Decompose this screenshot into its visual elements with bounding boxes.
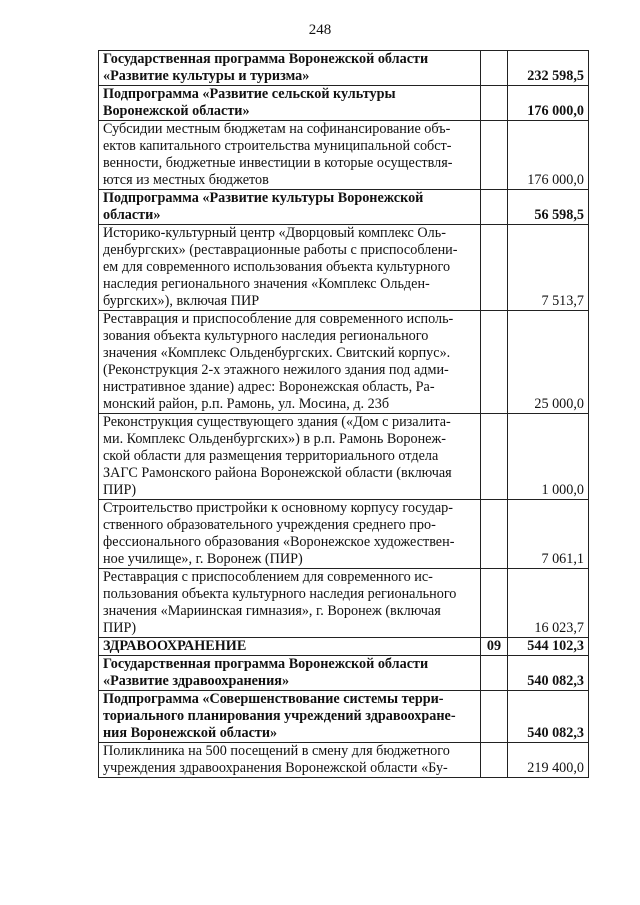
row-code	[481, 414, 508, 500]
table-row	[99, 500, 589, 569]
row-code	[481, 51, 508, 86]
row-code	[481, 121, 508, 190]
row-code: 09	[481, 638, 508, 656]
row-code	[481, 86, 508, 121]
row-amount: 7 061,1	[508, 500, 589, 569]
row-code	[481, 656, 508, 691]
row-name: Подпрограмма «Развитие культуры Воронежской области»	[99, 190, 481, 225]
row-name: Государственная программа Воронежской области «Развитие культуры и туризма»	[99, 51, 481, 86]
row-amount: 56 598,5	[508, 190, 589, 225]
row-name: Государственная программа Воронежской области «Развитие здравоохранения»	[99, 656, 481, 691]
row-code	[481, 691, 508, 743]
row-amount: 219 400,0	[508, 743, 589, 778]
table-row	[99, 311, 589, 414]
row-code	[481, 190, 508, 225]
row-amount: 176 000,0	[508, 121, 589, 190]
row-amount: 25 000,0	[508, 311, 589, 414]
row-name: Поликлиника на 500 посещений в смену для бюджетного учреждения здравоохранения Воронежской области «Бу-	[99, 743, 481, 778]
row-code	[481, 225, 508, 311]
table-row	[99, 656, 589, 691]
table-row	[99, 51, 589, 86]
table-row	[99, 638, 589, 656]
row-code	[481, 500, 508, 569]
row-name: Субсидии местным бюджетам на софинансирование объ- ектов капитального строительства муниципальной собст- венности, бюджетные инвестиции в которые осуществля- ются из местных бюджетов	[99, 121, 481, 190]
row-amount: 16 023,7	[508, 569, 589, 638]
table-row	[99, 121, 589, 190]
table-row	[99, 190, 589, 225]
budget-table	[98, 50, 589, 778]
row-name: Подпрограмма «Совершенствование системы терри- ториального планирования учреждений здравоохране- ния Воронежской области»	[99, 691, 481, 743]
row-name: Реставрация и приспособление для современного исполь- зования объекта культурного наследия регионального значения «Комплекс Ольденбургских. Свитский корпус». (Реконструкция 2-х этажного нежилого здания под адми- нистративное здание) адрес: Воронежская область, Ра- монский район, р.п. Рамонь, ул. Мосина, д. 23б	[99, 311, 481, 414]
row-name: Реставрация с приспособлением для современного ис- пользования объекта культурного наследия регионального значения «Мариинская гимназия», г. Воронеж (включая ПИР)	[99, 569, 481, 638]
row-amount: 540 082,3	[508, 691, 589, 743]
row-amount: 544 102,3	[508, 638, 589, 656]
row-code	[481, 569, 508, 638]
row-name: Строительство пристройки к основному корпусу государ- ственного образовательного учреждения среднего про- фессионального образования «Воронежское художествен- ное училище», г. Воронеж (ПИР)	[99, 500, 481, 569]
row-name: ЗДРАВООХРАНЕНИЕ	[99, 638, 481, 656]
row-amount: 176 000,0	[508, 86, 589, 121]
row-name: Подпрограмма «Развитие сельской культуры Воронежской области»	[99, 86, 481, 121]
row-code	[481, 743, 508, 778]
row-amount: 232 598,5	[508, 51, 589, 86]
table-row	[99, 569, 589, 638]
row-amount: 540 082,3	[508, 656, 589, 691]
table-row	[99, 414, 589, 500]
row-name: Историко-культурный центр «Дворцовый комплекс Оль- денбургских» (реставрационные работы с приспособлени- ем для современного использования объекта культурного наследия регионального значения «Комплекс Ольден- бургских»), включая ПИР	[99, 225, 481, 311]
row-code	[481, 311, 508, 414]
table-row	[99, 743, 589, 778]
row-name: Реконструкция существующего здания («Дом с ризалита- ми. Комплекс Ольденбургских») в р.п. Рамонь Воронеж- ской области для размещения территориального отдела ЗАГС Рамонского района Воронежской области (включая ПИР)	[99, 414, 481, 500]
row-amount: 7 513,7	[508, 225, 589, 311]
table-row	[99, 86, 589, 121]
page-number: 248	[308, 22, 332, 38]
table-row	[99, 225, 589, 311]
table-row	[99, 691, 589, 743]
row-amount: 1 000,0	[508, 414, 589, 500]
